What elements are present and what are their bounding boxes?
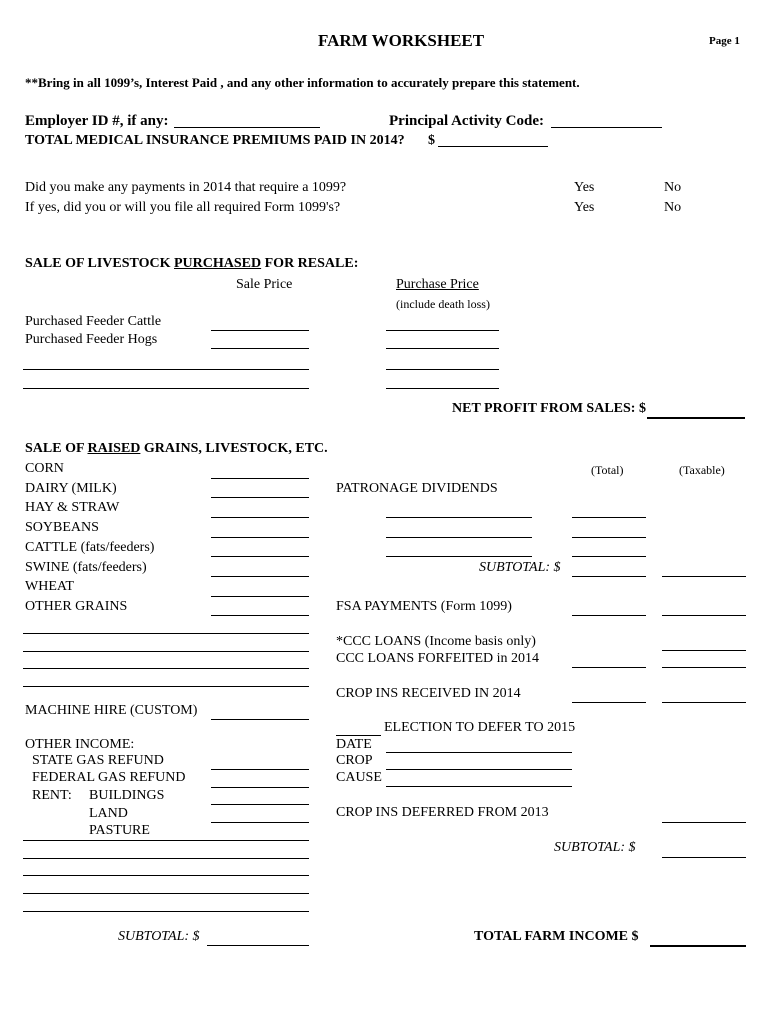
election-check-field[interactable] [336,735,381,736]
crop-ins-received-label: CROP INS RECEIVED IN 2014 [336,686,521,701]
patronage-dividends-label: PATRONAGE DIVIDENDS [336,481,498,496]
patronage-row-2-name[interactable] [386,537,532,538]
question-1099-filed: If yes, did you or will you file all required Form 1099's? [25,200,341,215]
total-farm-income-label: TOTAL FARM INCOME $ [474,929,639,944]
patronage-subtotal-taxable[interactable] [662,576,746,577]
cause-label: CAUSE [336,770,382,785]
crop-ins-received-total[interactable] [572,702,646,703]
raised-item-other-grains: OTHER GRAINS [25,599,128,614]
rent-buildings-field[interactable] [211,804,309,805]
taxable-column-header: (Taxable) [679,463,725,477]
left-subtotal-field[interactable] [207,945,309,946]
principal-activity-field[interactable] [551,127,662,128]
principal-activity-label: Principal Activity Code: [389,113,544,129]
livestock-blank-row-2[interactable] [23,388,309,389]
net-profit-field[interactable] [647,417,745,419]
federal-gas-refund-field[interactable] [211,787,309,788]
state-gas-refund-field[interactable] [211,769,309,770]
q1-no-option[interactable]: No [664,180,682,195]
rent-land-field[interactable] [211,822,309,823]
total-farm-income-field[interactable] [650,945,746,947]
raised-item-soybeans: SOYBEANS [25,520,99,535]
other-income-blank-row-2[interactable] [23,875,309,876]
patronage-row-1-total[interactable] [572,517,646,518]
rent-label: RENT: [32,788,72,803]
machine-hire-label: MACHINE HIRE (CUSTOM) [25,703,198,718]
other-income-label: OTHER INCOME: [25,737,135,752]
medical-insurance-field[interactable] [438,146,548,147]
raised-item-cattle: CATTLE (fats/feeders) [25,540,155,555]
livestock-blank-purchase-2[interactable] [386,388,499,389]
ccc-loans-label: *CCC LOANS (Income basis only) [336,634,536,649]
patronage-subtotal-total[interactable] [572,576,646,577]
page-title: FARM WORKSHEET [318,31,485,50]
rent-pasture-label: PASTURE [89,823,150,838]
rent-buildings-label: BUILDINGS [89,788,165,803]
other-income-blank-row-1[interactable] [23,858,309,859]
raised-title: SALE OF RAISED GRAINS, LIVESTOCK, ETC. [25,441,328,456]
raised-item-wheat: WHEAT [25,579,74,594]
raised-item-dairy: DAIRY (MILK) [25,481,117,496]
state-gas-refund-label: STATE GAS REFUND [32,753,164,768]
other-income-blank-row-4[interactable] [23,911,309,912]
raised-item-corn: CORN [25,461,64,476]
corn-field[interactable] [211,478,309,479]
livestock-purchased-title: SALE OF LIVESTOCK PURCHASED FOR RESALE: [25,256,359,271]
date-label: DATE [336,737,372,752]
ccc-forfeited-label: CCC LOANS FORFEITED in 2014 [336,651,540,666]
crop-ins-deferred-taxable[interactable] [662,822,746,823]
crop-field[interactable] [386,769,572,770]
livestock-blank-row-1[interactable] [23,369,309,370]
crop-ins-received-taxable[interactable] [662,702,746,703]
patronage-row-2-total[interactable] [572,537,646,538]
death-loss-note: (include death loss) [396,297,490,311]
patronage-row-1-name[interactable] [386,517,532,518]
total-column-header: (Total) [591,463,624,477]
left-subtotal-label: SUBTOTAL: $ [118,929,200,944]
question-1099-payments: Did you make any payments in 2014 that require a 1099? [25,180,347,195]
raised-blank-row-2[interactable] [23,651,309,652]
employer-id-label: Employer ID #, if any: [25,113,169,129]
feeder-hogs-label: Purchased Feeder Hogs [25,332,158,347]
q1-yes-option[interactable]: Yes [574,180,595,195]
feeder-hogs-sale-field[interactable] [211,348,309,349]
other-grains-field[interactable] [211,615,309,616]
rent-land-label: LAND [89,806,128,821]
rent-pasture-field[interactable] [23,840,309,841]
feeder-cattle-sale-field[interactable] [211,330,309,331]
purchase-price-header: Purchase Price [396,277,479,292]
federal-gas-refund-label: FEDERAL GAS REFUND [32,770,186,785]
crop-ins-deferred-label: CROP INS DEFERRED FROM 2013 [336,805,549,820]
ccc-forfeited-total[interactable] [572,667,646,668]
other-income-blank-row-3[interactable] [23,893,309,894]
election-defer-label: ELECTION TO DEFER TO 2015 [384,720,576,735]
page-number: Page 1 [709,35,740,47]
patronage-row-3-total[interactable] [572,556,646,557]
right-subtotal-field[interactable] [662,857,746,858]
machine-hire-field[interactable] [211,719,309,720]
raised-item-swine: SWINE (fats/feeders) [25,560,147,575]
q2-no-option[interactable]: No [664,200,682,215]
ccc-forfeited-taxable[interactable] [662,667,746,668]
raised-blank-row-1[interactable] [23,633,309,634]
cause-field[interactable] [386,786,572,787]
wheat-field[interactable] [211,596,309,597]
right-subtotal-label: SUBTOTAL: $ [554,840,636,855]
hay-field[interactable] [211,517,309,518]
raised-item-hay: HAY & STRAW [25,500,120,515]
q2-yes-option[interactable]: Yes [574,200,595,215]
fsa-payments-taxable[interactable] [662,615,746,616]
net-profit-label: NET PROFIT FROM SALES: $ [452,401,646,416]
fsa-payments-label: FSA PAYMENTS (Form 1099) [336,599,512,614]
instruction-text: **Bring in all 1099’s, Interest Paid , and any other information to accurately prepare this statement. [25,75,580,90]
employer-id-field[interactable] [174,127,320,128]
soybeans-field[interactable] [211,537,309,538]
dairy-field[interactable] [211,497,309,498]
medical-dollar-sign: $ [428,133,435,148]
date-field[interactable] [386,752,572,753]
livestock-blank-purchase-1[interactable] [386,369,499,370]
fsa-payments-total[interactable] [572,615,646,616]
medical-insurance-label: TOTAL MEDICAL INSURANCE PREMIUMS PAID IN 2014? [25,133,405,148]
cattle-field[interactable] [211,556,309,557]
patronage-subtotal-label: SUBTOTAL: $ [479,560,561,575]
raised-blank-row-3[interactable] [23,668,309,669]
crop-label: CROP [336,753,373,768]
sale-price-header: Sale Price [236,277,293,292]
swine-field[interactable] [211,576,309,577]
patronage-row-3-name[interactable] [386,556,532,557]
feeder-cattle-purchase-field[interactable] [386,330,499,331]
feeder-cattle-label: Purchased Feeder Cattle [25,314,162,329]
feeder-hogs-purchase-field[interactable] [386,348,499,349]
ccc-loans-taxable[interactable] [662,650,746,651]
raised-blank-row-4[interactable] [23,686,309,687]
